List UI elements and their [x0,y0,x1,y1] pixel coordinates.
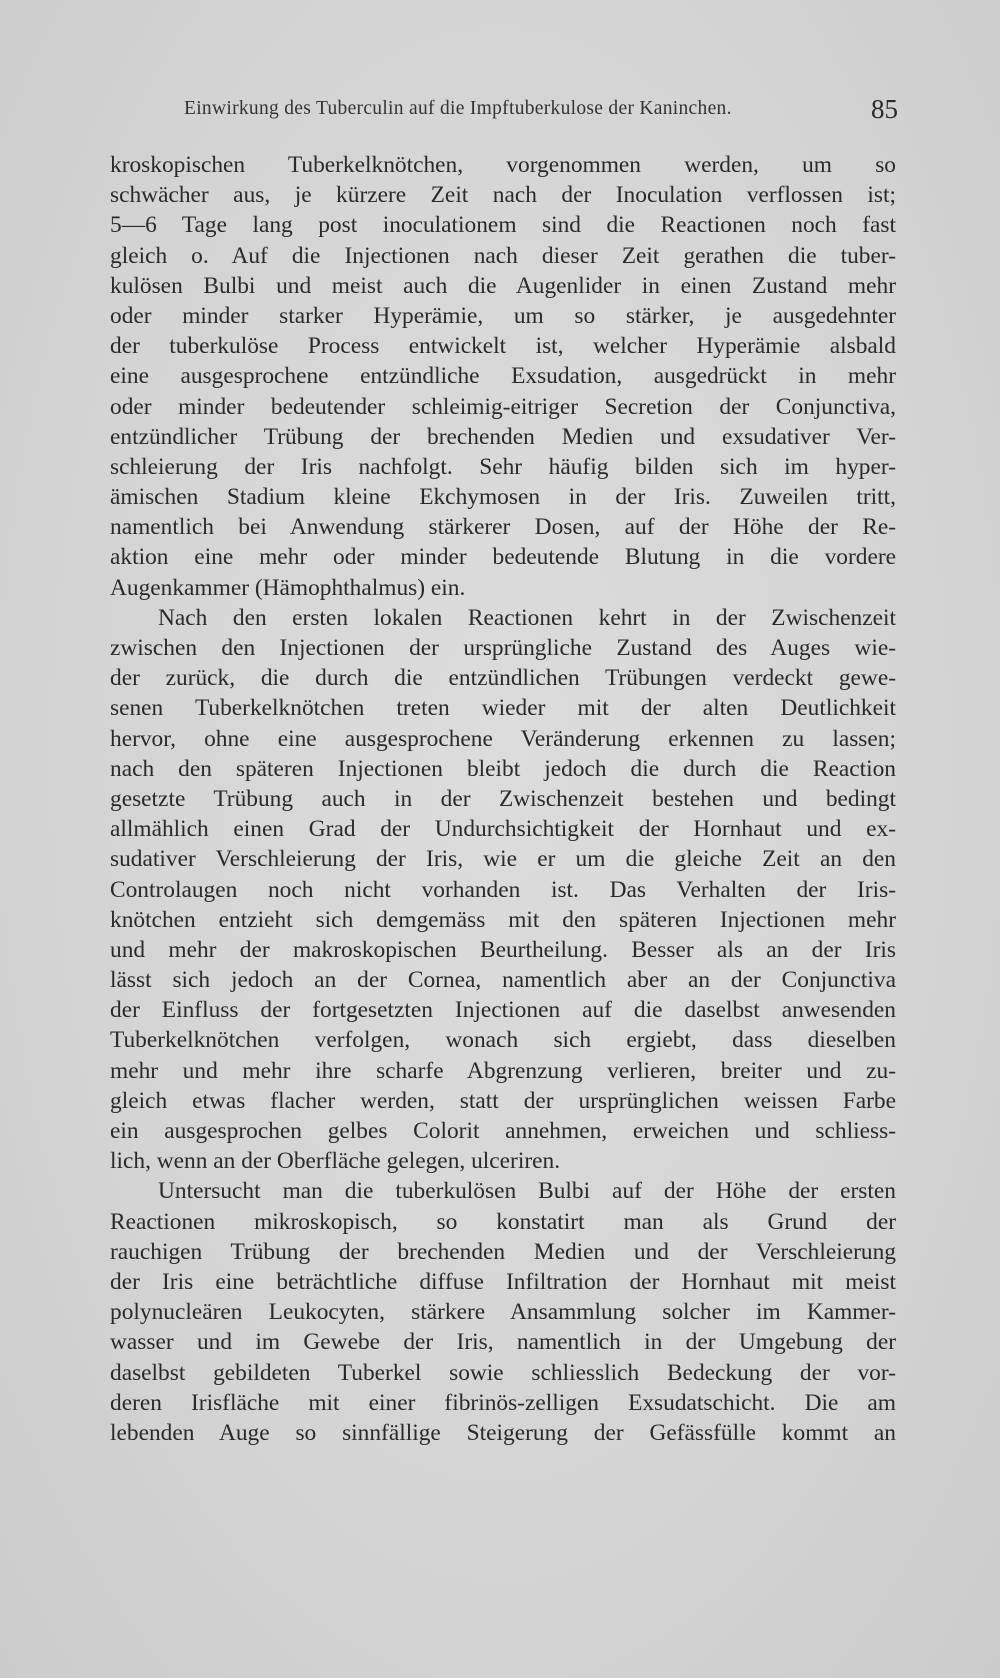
text-line: oder minder starker Hyperämie, um so stärker, je ausgedehnter [110,302,896,329]
text-line: ämischen Stadium kleine Ekchymosen in der Iris. Zuweilen tritt, [110,484,896,511]
text-line: allmählich einen Grad der Undurchsichtigkeit der Hornhaut und ex- [110,816,896,843]
text-line: schleierung der Iris nachfolgt. Sehr häufig bilden sich im hyper- [110,453,896,480]
text-line: hervor, ohne eine ausgesprochene Veränderung erkennen zu lassen; [110,725,896,752]
text-line: zwischen den Injectionen der ursprüngliche Zustand des Auges wie- [110,635,896,661]
text-line: 5—6 Tage lang post inoculationem sind die Reactionen noch fast [110,212,896,239]
paragraph-3 [110,1176,896,1448]
text-line: gleich o. Auf die Injectionen nach dieser Zeit gerathen die tuber- [110,242,896,269]
text-line: aktion eine mehr oder minder bedeutende Blutung in die vordere [110,544,896,571]
text-line: eine ausgesprochene entzündliche Exsudation, ausgedrückt in mehr [110,363,896,390]
text-line: polynucleären Leukocyten, stärkere Ansammlung solcher im Kammer- [110,1299,896,1326]
text-line: und mehr der makroskopischen Beurtheilung. Besser als an der Iris [110,936,896,963]
text-line: lich, wenn an der Oberfläche gelegen, ulceriren. [110,1148,561,1175]
text-line: der Einfluss der fortgesetzten Injectionen auf die daselbst anwesenden [110,997,896,1024]
text-line: deren Irisfläche mit einer fibrinös-zelligen Exsudatschicht. Die am [110,1389,896,1416]
text-line: wasser und im Gewebe der Iris, namentlich in der Umgebung der [110,1329,896,1356]
text-line: Tuberkelknötchen verfolgen, wonach sich ergiebt, dass dieselben [110,1027,896,1054]
text-line: schwächer aus, je kürzere Zeit nach der Inoculation verflossen ist; [110,182,896,209]
text-line: Nach den ersten lokalen Reactionen kehrt in der Zwischenzeit [158,604,896,631]
text-line: kulösen Bulbi und meist auch die Augenlider in einen Zustand mehr [110,272,896,299]
page-number: 85 [871,94,898,124]
text-line: Untersucht man die tuberkulösen Bulbi auf der Höhe der ersten [158,1178,896,1205]
text-line: knötchen entzieht sich demgemäss mit den späteren Injectionen mehr [110,906,896,933]
text-line: mehr und mehr ihre scharfe Abgrenzung verlieren, breiter und zu- [110,1057,896,1084]
text-line: senen Tuberkelknötchen treten wieder mit der alten Deutlichkeit [110,695,896,722]
text-line: sudativer Verschleierung der Iris, wie er um die gleiche Zeit an den [110,846,896,873]
text-line: entzündlicher Trübung der brechenden Medien und exsudativer Ver- [110,423,896,450]
text-line: Reactionen mikroskopisch, so konstatirt man als Grund der [110,1208,896,1235]
text-line: oder minder bedeutender schleimig-eitriger Secretion der Conjunctiva, [110,393,896,420]
running-title: Einwirkung des Tuberculin auf die Impftuberkulose der Kaninchen. [184,98,732,119]
text-line: kroskopischen Tuberkelknötchen, vorgenommen werden, um so [110,152,896,178]
text-line: der tuberkulöse Process entwickelt ist, welcher Hyperämie alsbald [110,333,896,360]
paragraph-2 [110,603,896,1177]
text-line: rauchigen Trübung der brechenden Medien und der Verschleierung [110,1238,896,1265]
running-head [184,94,898,130]
text-line: namentlich bei Anwendung stärkerer Dosen, auf der Höhe der Re- [110,514,896,541]
text-line: ein ausgesprochen gelbes Colorit annehmen, erweichen und schliess- [110,1118,896,1144]
text-line: daselbst gebildeten Tuberkel sowie schliesslich Bedeckung der vor- [110,1359,896,1386]
paragraph-1 [110,150,896,603]
text-line: nach den späteren Injectionen bleibt jedoch die durch die Reaction [110,755,896,782]
text-line: Controlaugen noch nicht vorhanden ist. Das Verhalten der Iris- [110,876,896,903]
body-text [110,150,896,1448]
text-line: lässt sich jedoch an der Cornea, namentlich aber an der Conjunctiva [110,967,896,994]
text-line: lebenden Auge so sinnfällige Steigerung der Gefässfülle kommt an [110,1419,896,1446]
text-line: gesetzte Trübung auch in der Zwischenzeit bestehen und bedingt [110,785,896,812]
text-line: Augenkammer (Hämophthalmus) ein. [110,574,466,601]
text-line: der Iris eine beträchtliche diffuse Infiltration der Hornhaut mit meist [110,1268,896,1295]
text-line: gleich etwas flacher werden, statt der ursprünglichen weissen Farbe [110,1087,896,1114]
text-line: der zurück, die durch die entzündlichen Trübungen verdeckt gewe- [110,665,896,692]
